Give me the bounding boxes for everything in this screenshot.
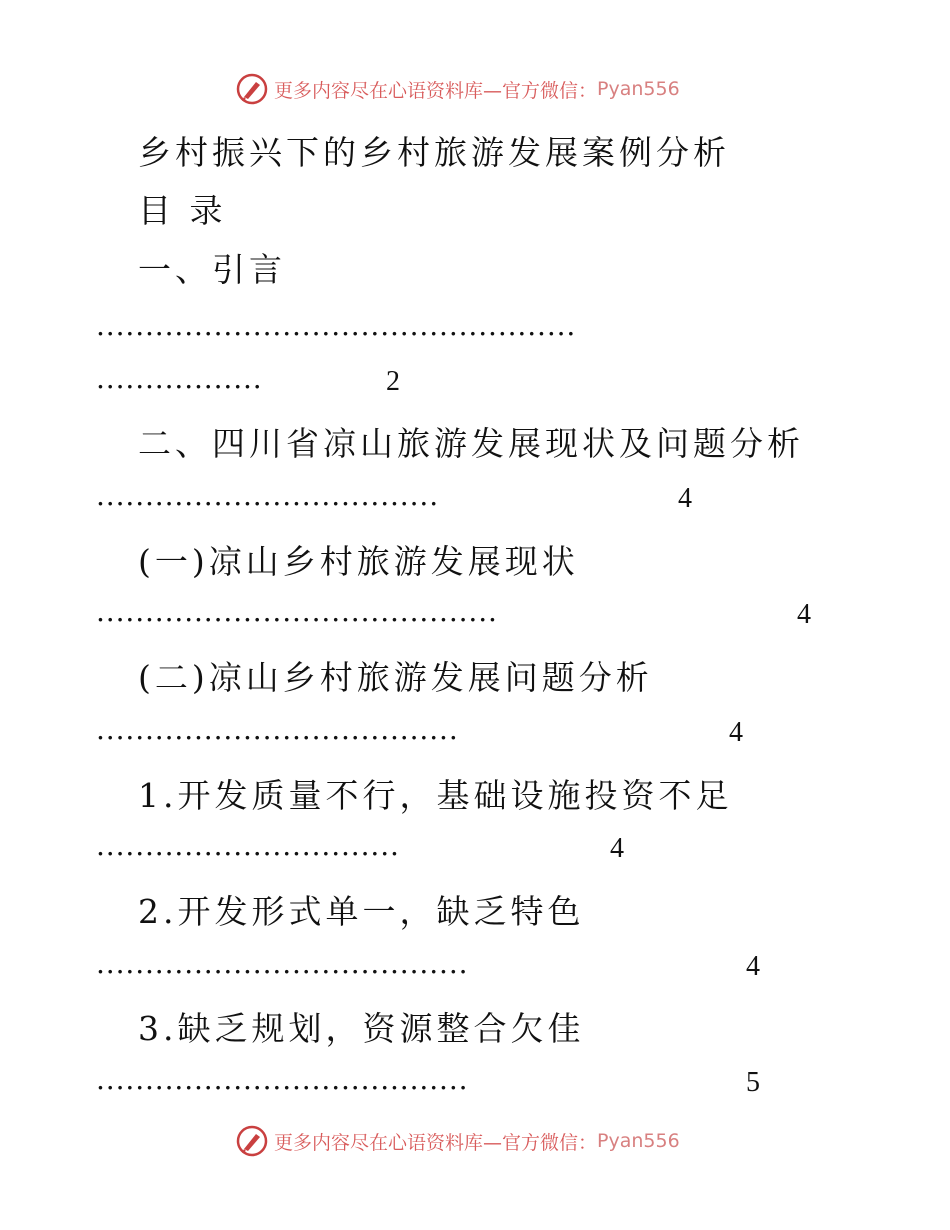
toc-page-number: 4 — [678, 483, 692, 514]
watermark-banner-bottom — [236, 1124, 680, 1158]
toc-entry-label: (一)凉山乡村旅游发展现状 — [138, 542, 579, 581]
pen-logo-icon — [236, 73, 268, 105]
toc-entry-label: 1.开发质量不行，基础设施投资不足 — [138, 776, 733, 815]
toc-leader-dots: ............................... — [96, 829, 400, 862]
toc-leader-dots: ................................................. — [96, 309, 577, 342]
toc-entry-label: 二、四川省凉山旅游发展现状及问题分析 — [138, 424, 804, 463]
toc-leader-dots: ................................... — [96, 479, 440, 512]
document-title: 乡村振兴下的乡村旅游发展案例分析 — [138, 133, 730, 172]
toc-leader-dots: ...................................... — [96, 1063, 469, 1096]
toc-page-number: 4 — [729, 717, 743, 748]
watermark-text: 更多内容尽在心语资料库—官方微信： — [274, 79, 598, 102]
toc-entry-label: 一、引言 — [138, 250, 286, 289]
toc-leader-dots: ..................................... — [96, 713, 459, 746]
toc-entry-label: 3.缺乏规划，资源整合欠佳 — [138, 1009, 585, 1048]
toc-page-number: 4 — [797, 599, 811, 630]
toc-entry-label: (二)凉山乡村旅游发展问题分析 — [138, 658, 653, 697]
toc-heading: 目 录 — [138, 191, 227, 230]
pen-logo-icon — [236, 1125, 268, 1157]
toc-page-number: 2 — [386, 366, 400, 397]
toc-leader-dots: ...................................... — [96, 947, 469, 980]
toc-page-number: 4 — [746, 951, 760, 982]
toc-leader-dots: ......................................... — [96, 595, 498, 628]
watermark-wechat-id: Pyan556 — [597, 78, 680, 100]
toc-entry-label: 2.开发形式单一，缺乏特色 — [138, 892, 585, 931]
watermark-text: 更多内容尽在心语资料库—官方微信： — [274, 1131, 598, 1154]
toc-page-number: 4 — [610, 833, 624, 864]
watermark-banner-top — [236, 72, 680, 106]
toc-leader-dots: ................. — [96, 362, 263, 395]
watermark-wechat-id: Pyan556 — [597, 1130, 680, 1152]
toc-page-number: 5 — [746, 1067, 760, 1098]
